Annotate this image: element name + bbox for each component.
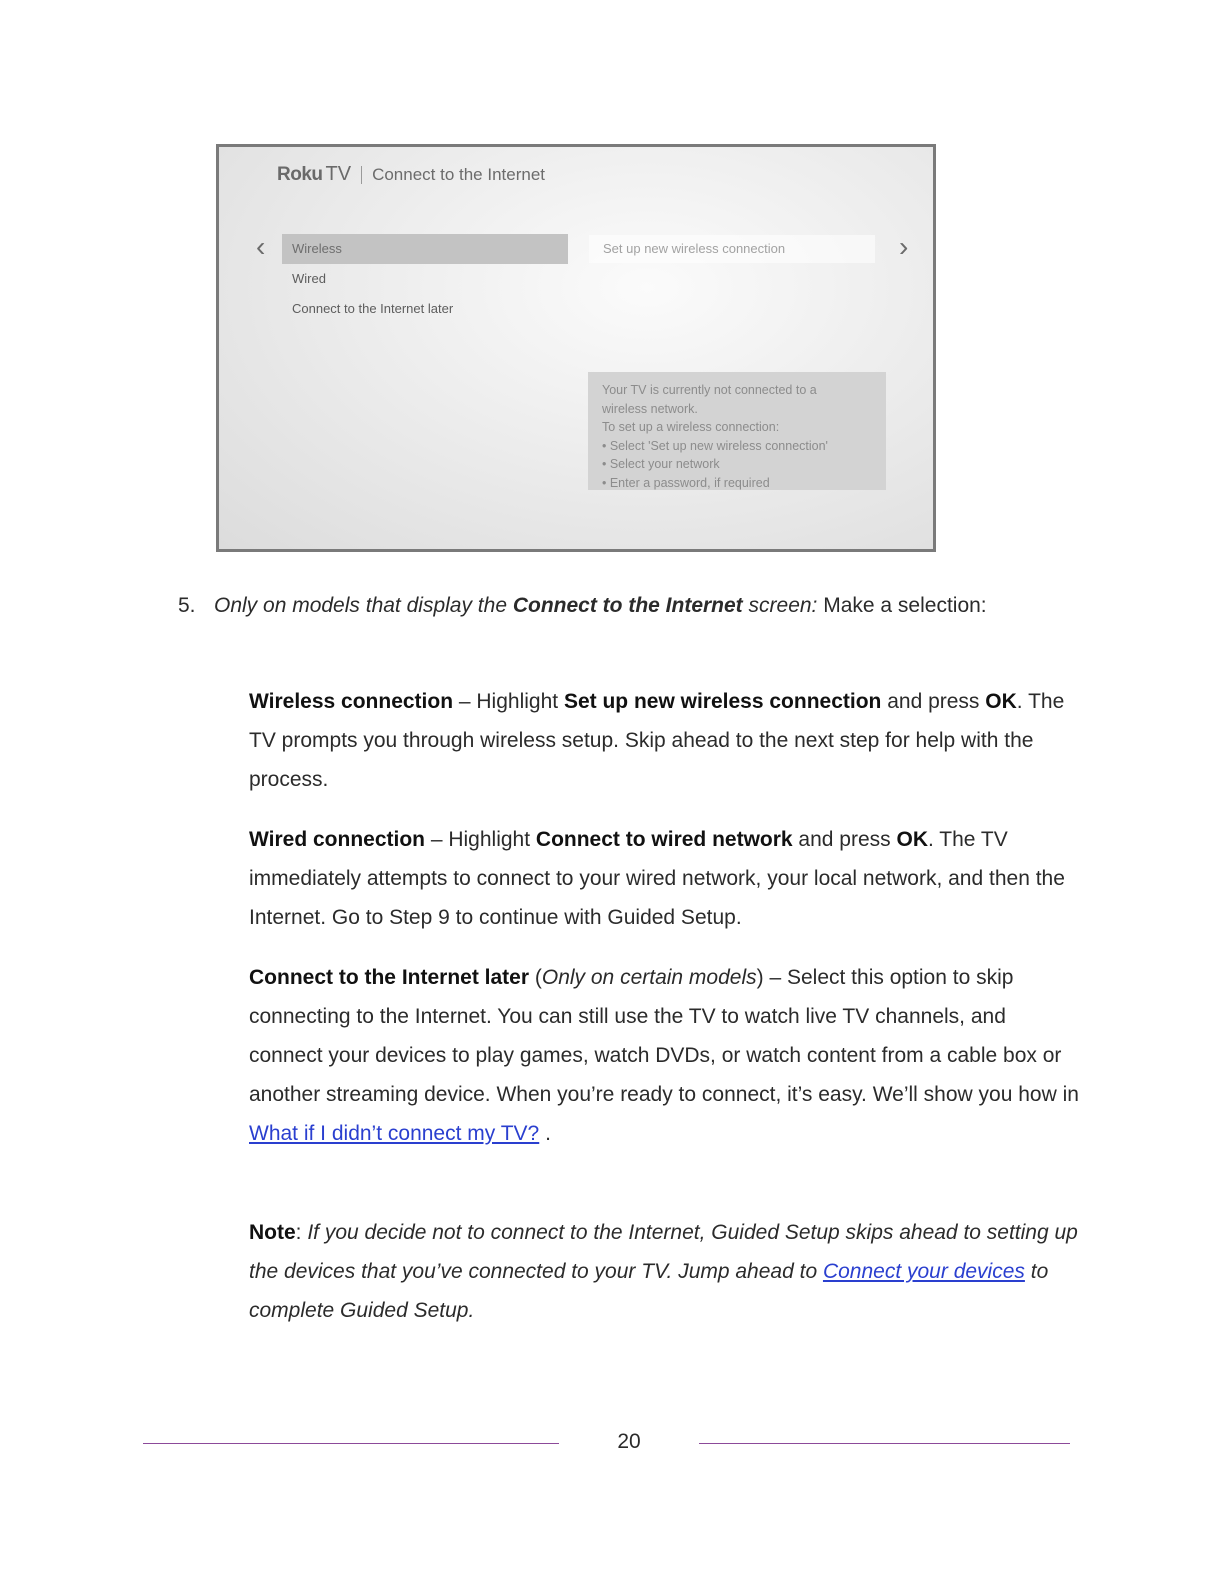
wired-option-name: Connect to wired network (535, 828, 793, 851)
tv-screenshot (216, 144, 936, 552)
info-line: • Select your network (602, 457, 720, 472)
step-number: 5. (178, 594, 196, 617)
certain-models-note: Only on certain models (541, 966, 757, 989)
page-number: 20 (617, 1430, 641, 1453)
step-intro-italic: screen: (742, 594, 818, 617)
step-intro (214, 586, 1078, 625)
menu-item-wireless: Wireless (282, 234, 568, 264)
menu-item-wired: Wired (292, 271, 326, 286)
menu-item-connect-later: Connect to the Internet later (292, 301, 454, 316)
note-text: to complete Guided Setup. (249, 1260, 1049, 1322)
tv-header (277, 163, 545, 186)
wireless-option-name: Set up new wireless connection (563, 690, 882, 713)
info-line: • Select 'Set up new wireless connection' (602, 438, 828, 453)
text: . The TV prompts you through wireless setup. Skip ahead to the next step for help with the process. (249, 690, 1065, 791)
step-intro-rest: Make a selection: (817, 594, 987, 617)
footer-rule-left (143, 1443, 559, 1444)
info-line: To set up a wireless connection: (602, 420, 780, 435)
wired-paragraph (249, 820, 1079, 937)
didnt-connect-link[interactable]: What if I didn’t connect my TV? (249, 1122, 540, 1145)
info-line: Your TV is currently not connected to a (602, 383, 817, 397)
note-text: If you decide not to connect to the Internet, Guided Setup skips ahead to setting up the devices that you’ve connected to your TV. Jump ahead to (249, 1221, 1078, 1283)
ok-label: OK (896, 828, 928, 851)
chevron-right-icon: › (899, 231, 909, 262)
info-line: • Enter a password, if required (602, 475, 770, 490)
text: and press (792, 828, 897, 851)
step-5 (178, 586, 1078, 625)
footer-rule-right (699, 1443, 1070, 1444)
note-label: Note (249, 1221, 296, 1244)
chevron-left-icon: ‹ (256, 231, 266, 262)
wireless-label: Wireless connection (249, 690, 454, 713)
text: . (539, 1122, 551, 1145)
ok-label: OK (985, 690, 1017, 713)
connection-menu (282, 234, 568, 324)
text: ) – Select this option to skip connecting to the Internet. You can still use the TV to watch live TV channels, and connect your devices to play games, watch DVDs, or watch content from a cable box or another streaming device. When you’re ready to connect, it’s easy. We’ll show you how in (249, 966, 1079, 1106)
roku-tv-label: TV (325, 163, 352, 185)
wired-label: Wired connection (249, 828, 425, 851)
text: : (295, 1221, 308, 1244)
roku-logo: Roku (277, 163, 323, 185)
step-intro-italic: Only on models that display the (214, 594, 513, 617)
text: . The TV immediately attempts to connect to your wired network, your local network, and then the Internet. Go to Step 9 to continue with Guided Setup. (249, 828, 1065, 929)
step-intro-bold: Connect to the Internet (512, 594, 743, 617)
info-line: wireless network. (602, 401, 698, 416)
info-box (588, 372, 886, 490)
note-paragraph (249, 1213, 1079, 1330)
text: – Highlight (425, 828, 536, 851)
text: and press (881, 690, 986, 713)
wireless-paragraph (249, 682, 1079, 799)
setup-wireless-option: Set up new wireless connection (589, 235, 875, 263)
connect-later-label: Connect to the Internet later (249, 966, 530, 989)
tv-screen-title: Connect to the Internet (372, 164, 546, 184)
text: ( (529, 966, 542, 989)
connect-devices-link[interactable]: Connect your devices (822, 1260, 1025, 1283)
text: – Highlight (453, 690, 564, 713)
header-divider (361, 166, 362, 184)
connect-later-paragraph (249, 958, 1079, 1153)
